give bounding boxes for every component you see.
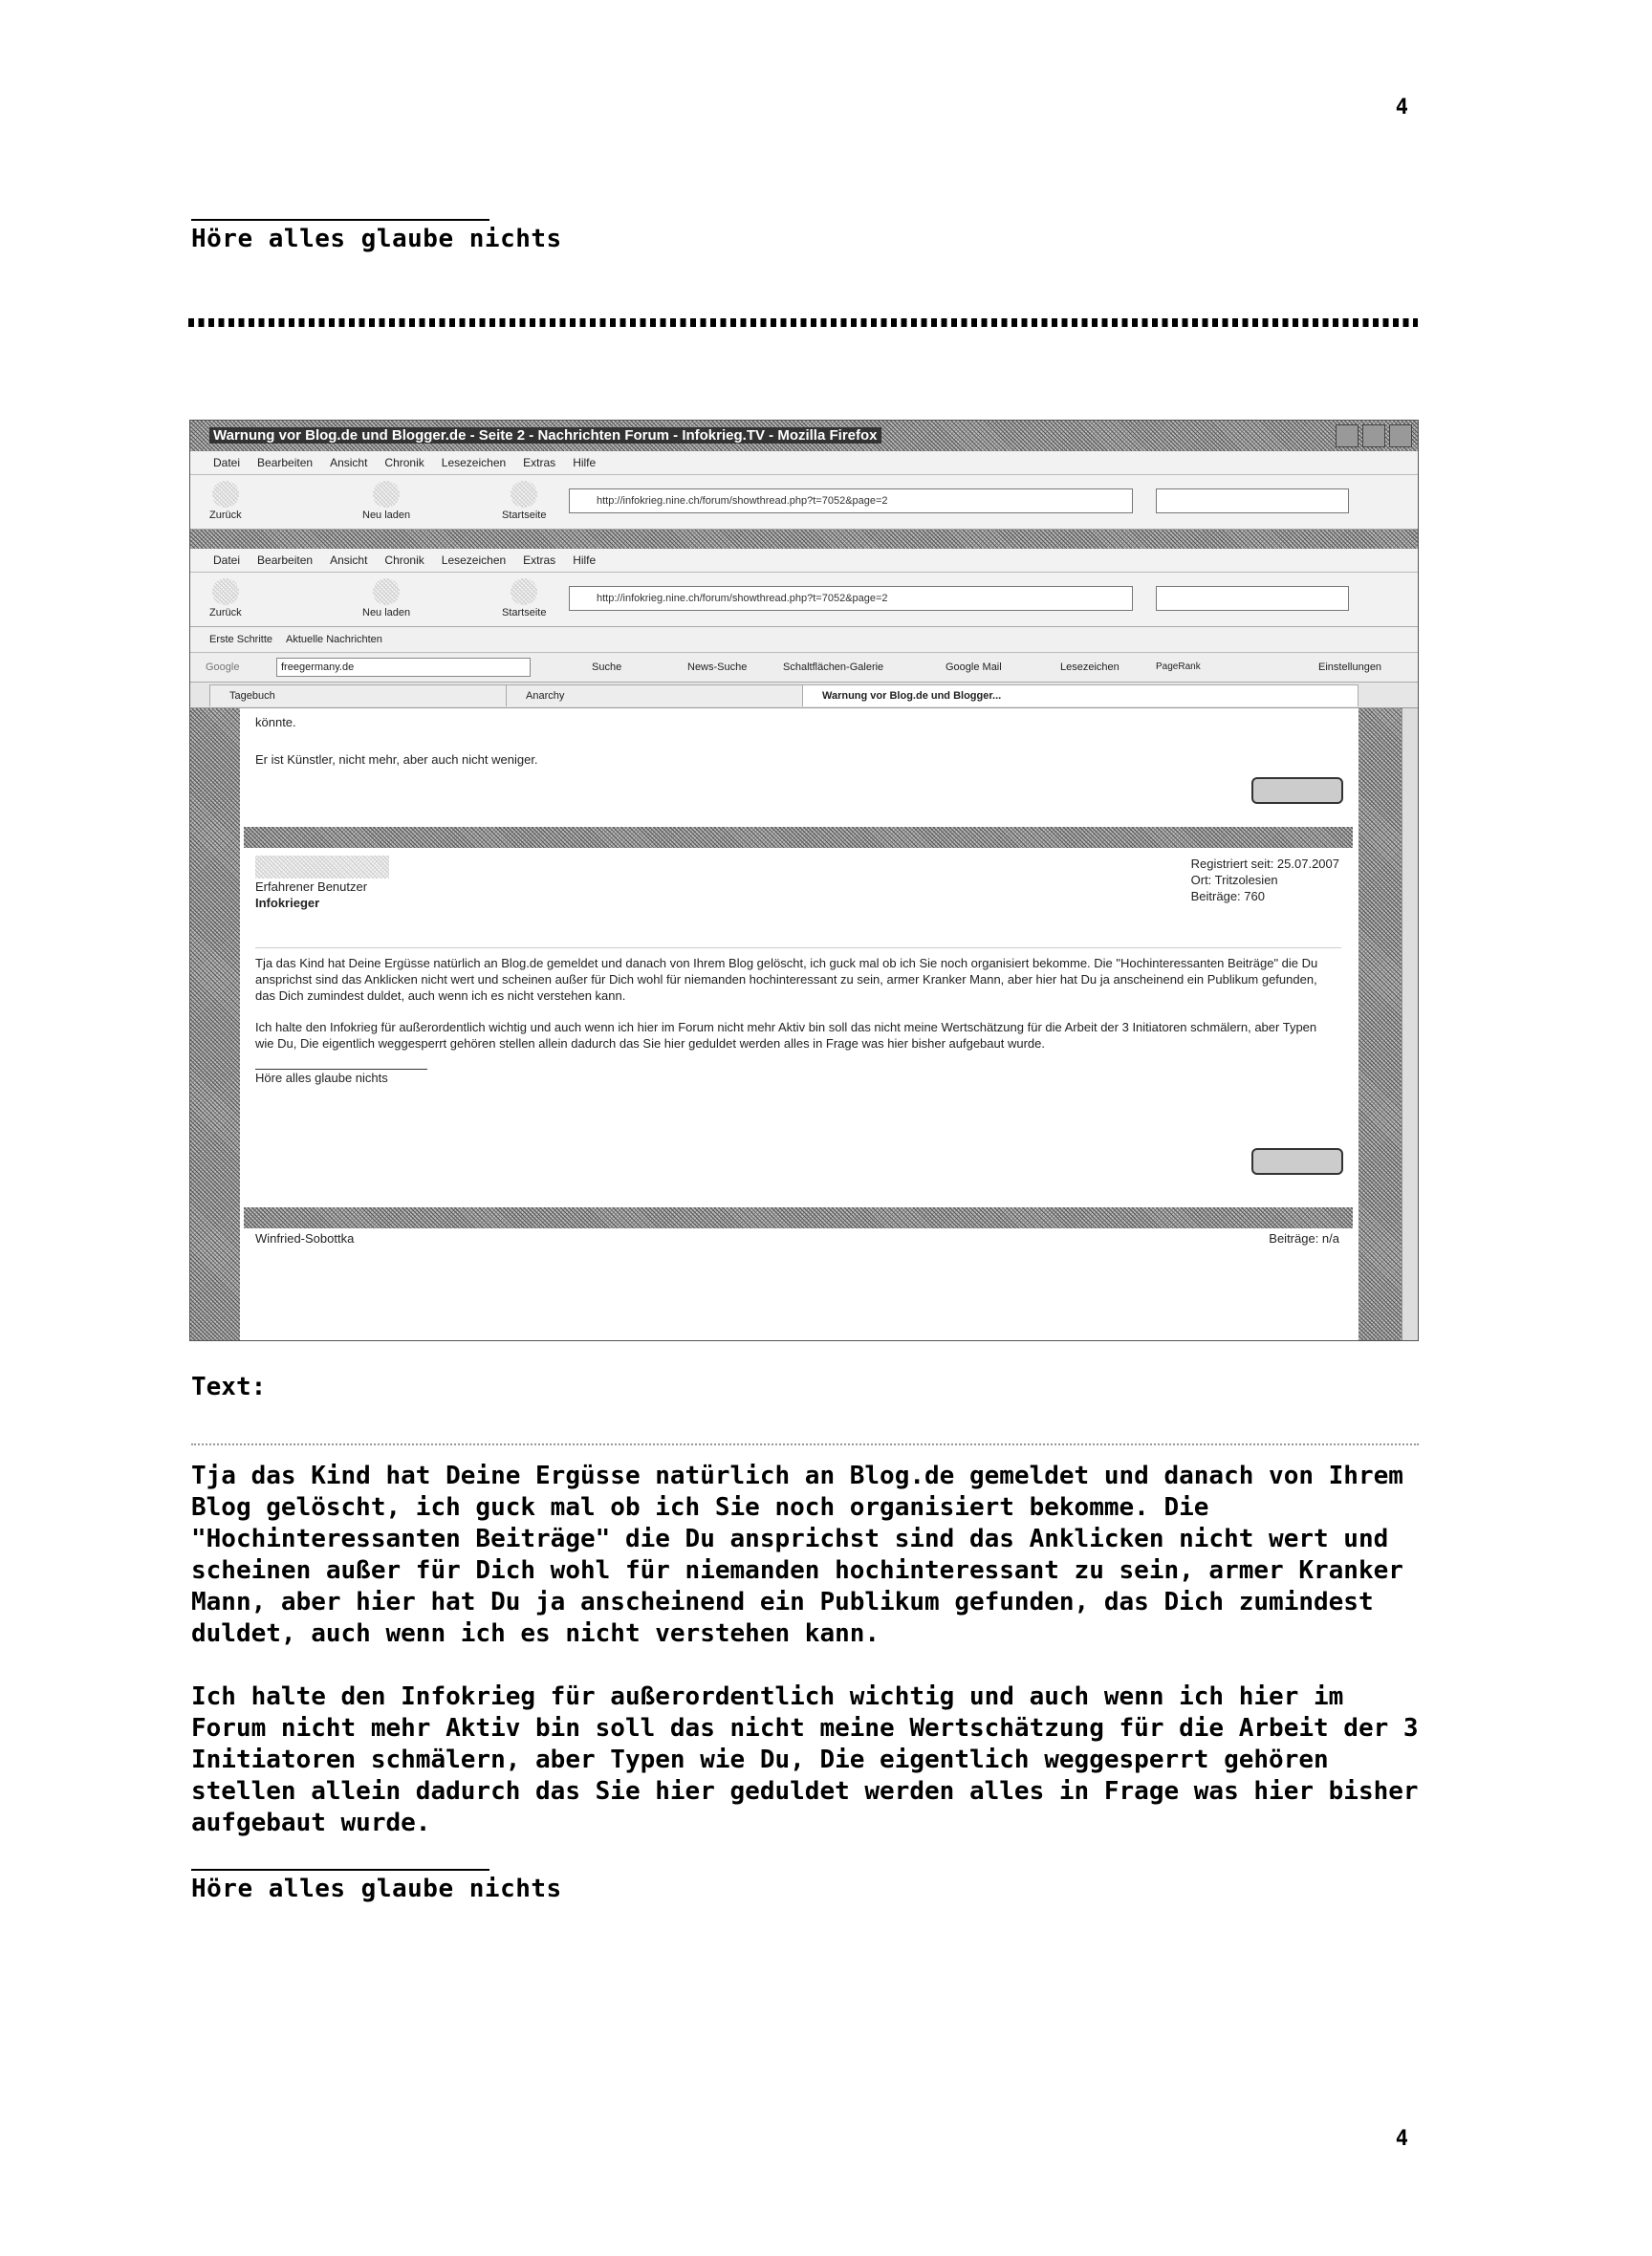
user-posts: Beiträge: 760 [1190,889,1265,903]
text-separator [191,1443,1419,1445]
home-button[interactable]: Startseite [502,481,546,521]
signature-text: Höre alles glaube nichts [191,225,562,253]
window-title: Warnung vor Blog.de und Blogger.de - Seite 2 - Nachrichten Forum - Infokrieg.TV - Mozilla Firefox [209,427,881,444]
page-number-top: 4 [1395,96,1408,119]
inner-nav-toolbar [190,573,1418,627]
next-post [244,1228,1353,1251]
prev-post-line2: Er ist Künstler, nicht mehr, aber auch nicht weniger. [255,752,538,767]
inner-menubar [190,549,1418,573]
left-page-margin [190,708,240,1340]
post-header [244,827,1353,848]
inner-menu-ansicht[interactable]: Ansicht [330,553,368,567]
window-controls [1336,424,1412,447]
inner-menu-lesezeichen[interactable]: Lesezeichen [441,553,507,567]
menu-hilfe[interactable]: Hilfe [573,456,597,469]
google-settings-button[interactable]: Einstellungen [1318,662,1382,673]
dotted-separator [188,318,1418,327]
inner-back-button[interactable]: Zurück [209,578,242,618]
browser-screenshot [189,420,1419,1341]
reload-button[interactable]: Neu laden [362,481,410,521]
signature-rule-bottom [191,1869,489,1871]
home-icon [511,481,537,508]
reload-icon [373,481,400,508]
user-title: Erfahrener Benutzer [255,879,368,894]
inner-url-bar[interactable]: http://infokrieg.nine.ch/forum/showthread.php?t=7052&page=2 [569,586,1133,611]
inner-search-input[interactable] [1156,586,1349,611]
signature-rule [191,219,489,221]
inner-menu-hilfe[interactable]: Hilfe [573,553,597,567]
inner-menu-extras[interactable]: Extras [523,553,556,567]
forum-content [190,708,1418,1340]
post-paragraph-2: Ich halte den Infokrieg für außerordentlich wichtig und auch wenn ich hier im Forum nicht mehr Aktiv bin soll das nicht meine Wertschätzung für die Arbeit der 3 Initiatoren schmälern, aber Typen wie Du, Die eigentlich weggesperrt gehören stellen allein dadurch das Sie hier geduldet werden alles in Frage was hier bisher aufgebaut wurde. [255,1020,1317,1051]
menu-ansicht[interactable]: Ansicht [330,456,368,469]
post-signature: Höre alles glaube nichts [255,1071,388,1085]
google-search-input[interactable]: freegermany.de [276,658,531,677]
page-number-bottom: 4 [1395,2127,1408,2151]
google-mail-button[interactable]: Google Mail [946,662,1002,673]
google-gallery-button[interactable]: Schaltflächen-Galerie [783,662,884,673]
tab-tagebuch[interactable]: Tagebuch [209,684,517,706]
post-divider [255,947,1341,948]
post-username[interactable] [255,856,389,879]
post-body [255,955,1334,1086]
minimize-icon[interactable] [1336,424,1359,447]
user-group: Infokrieger [255,896,320,910]
bookmark-aktuelle-nachrichten[interactable]: Aktuelle Nachrichten [286,634,382,645]
post-paragraph-1: Tja das Kind hat Deine Ergüsse natürlich an Blog.de gemeldet und danach von Ihrem Blog gelöscht, ich guck mal ob ich Sie noch organisiert bekomme. Die "Hochinteressanten Beiträge" die Du ansprichst sind das Anklicken nicht wert und scheinen außer für Dich wohl für niemanden hochinteressant zu sein, armer Kranker Mann, aber hier hat Du ja anscheinend ein Publikum gefunden, das Dich zumindest duldet, auch wenn ich es nicht verstehen kann. [255,956,1318,1003]
inner-menu-bearbeiten[interactable]: Bearbeiten [257,553,314,567]
menu-datei[interactable]: Datei [213,456,241,469]
nav-toolbar [190,475,1418,530]
google-news-button[interactable]: News-Suche [687,662,748,673]
prev-post [244,708,1353,815]
url-bar[interactable]: http://infokrieg.nine.ch/forum/showthread.php?t=7052&page=2 [569,488,1133,513]
google-bookmarks-button[interactable]: Lesezeichen [1060,662,1119,673]
bookmarks-bar [190,627,1418,653]
inner-reload-button[interactable]: Neu laden [362,578,410,618]
menubar [190,451,1418,475]
menu-extras[interactable]: Extras [523,456,556,469]
transcribed-text [191,1461,1424,1839]
next-post-posts: Beiträge: n/a [1269,1231,1339,1246]
next-post-user[interactable]: Winfried-Sobottka [255,1231,355,1246]
bookmark-erste-schritte[interactable]: Erste Schritte [209,634,273,645]
post-user-block [255,856,389,911]
text-paragraph-1: Tja das Kind hat Deine Ergüsse natürlich an Blog.de gemeldet und danach von Ihrem Blog gelöscht, ich guck mal ob ich Sie noch organisiert bekomme. Die "Hochinteressanten Beiträge" die Du ansprichst sind das Anklicken nicht wert und scheinen außer für Dich wohl für niemanden hochinteressant zu sein, armer Kranker Mann, aber hier hat Du ja anscheinend ein Publikum gefunden, das Dich zumindest duldet, auch wenn ich es nicht verstehen kann. [191,1462,1403,1648]
window-titlebar [190,421,1418,451]
google-search-button[interactable]: Suche [592,662,622,673]
pagerank-indicator: PageRank [1156,662,1201,672]
inner-menu-datei[interactable]: Datei [213,553,241,567]
google-logo: Google [206,662,240,673]
scrollbar[interactable] [1402,708,1418,1340]
prev-post-line1: könnte. [255,715,296,729]
menu-chronik[interactable]: Chronik [384,456,424,469]
quote-button[interactable] [1251,1148,1343,1175]
tab-bar [190,683,1418,708]
post-user-info [1191,856,1339,904]
menu-lesezeichen[interactable]: Lesezeichen [441,456,507,469]
inner-titlebar [190,530,1418,549]
text-label: Text: [191,1373,267,1401]
tab-warnung[interactable]: Warnung vor Blog.de und Blogger... [802,684,1359,706]
user-location: Ort: Tritzolesien [1190,873,1278,887]
close-icon[interactable] [1389,424,1412,447]
back-button[interactable]: Zurück [209,481,242,521]
search-input[interactable] [1156,488,1349,513]
reload-icon [373,578,400,605]
signature-text-bottom: Höre alles glaube nichts [191,1875,562,1903]
home-icon [511,578,537,605]
forum-post [244,848,1353,1192]
inner-home-button[interactable]: Startseite [502,578,546,618]
back-arrow-icon [212,481,239,508]
text-paragraph-2: Ich halte den Infokrieg für außerordentlich wichtig und auch wenn ich hier im Forum nicht mehr Aktiv bin soll das nicht meine Wertschätzung für die Arbeit der 3 Initiatoren schmälern, aber Typen wie Du, Die eigentlich weggesperrt gehören stellen allein dadurch das Sie hier geduldet werden alles in Frage was hier bisher aufgebaut wurde. [191,1682,1419,1837]
inner-menu-chronik[interactable]: Chronik [384,553,424,567]
menu-bearbeiten[interactable]: Bearbeiten [257,456,314,469]
tab-anarchy[interactable]: Anarchy [506,684,814,706]
next-post-header [244,1207,1353,1228]
back-arrow-icon [212,578,239,605]
quote-button[interactable] [1251,777,1343,804]
user-registered: Registriert seit: 25.07.2007 [1190,857,1339,871]
google-toolbar [190,653,1418,683]
maximize-icon[interactable] [1362,424,1385,447]
